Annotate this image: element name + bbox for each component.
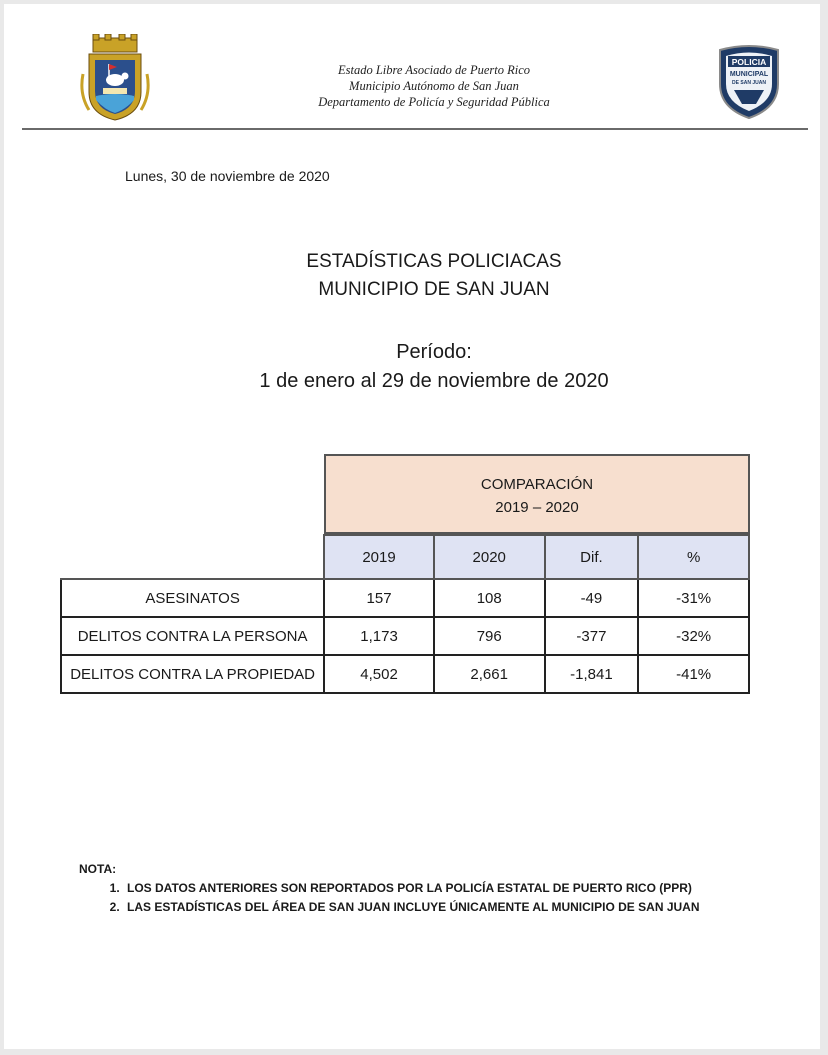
letterhead <box>234 62 634 110</box>
note-item: 1. LOS DATOS ANTERIORES SON REPORTADOS POR LA POLICÍA ESTATAL DE PUERTO RICO (PPR) <box>123 879 779 898</box>
cell-dif: -377 <box>545 617 639 655</box>
period-label: Período: <box>396 341 472 363</box>
notes <box>79 860 779 917</box>
comparison-header <box>324 454 750 534</box>
comparison-years: 2019 – 2020 <box>495 499 579 516</box>
letterhead-line-2: Municipio Autónomo de San Juan <box>349 79 519 93</box>
cell-2020: 108 <box>434 579 545 617</box>
column-header: 2020 <box>434 535 545 579</box>
cell-2019: 157 <box>324 579 434 617</box>
comparison-title: COMPARACIÓN <box>480 476 594 493</box>
table-header-row <box>61 535 749 579</box>
cell-2019: 4,502 <box>324 655 434 693</box>
note-item: 2. LAS ESTADÍSTICAS DEL ÁREA DE SAN JUAN INCLUYE ÚNICAMENTE AL MUNICIPIO DE SAN JUAN <box>123 898 779 917</box>
table-row <box>61 579 749 617</box>
cell-2020: 2,661 <box>434 655 545 693</box>
document-title <box>154 248 714 304</box>
cell-pct: -31% <box>638 579 749 617</box>
cell-pct: -32% <box>638 617 749 655</box>
title-line-1: ESTADÍSTICAS POLICIACAS <box>306 251 562 272</box>
cell-pct: -41% <box>638 655 749 693</box>
san-juan-coat-of-arms-icon <box>79 34 151 124</box>
row-label: DELITOS CONTRA LA PERSONA <box>61 617 324 655</box>
notes-heading: NOTA: <box>79 862 117 876</box>
notes-list <box>79 879 779 917</box>
badge-text-2: MUNICIPAL <box>729 71 769 78</box>
table-row <box>61 655 749 693</box>
table-corner <box>61 535 324 579</box>
document-page <box>4 4 820 1049</box>
header-divider <box>22 128 808 130</box>
badge-text-1: POLICIA <box>731 57 767 67</box>
cell-2019: 1,173 <box>324 617 434 655</box>
letterhead-line-3: Departamento de Policía y Seguridad Pública <box>318 95 550 109</box>
title-line-2: MUNICIPIO DE SAN JUAN <box>318 279 550 300</box>
column-header: 2019 <box>324 535 434 579</box>
cell-dif: -49 <box>545 579 639 617</box>
table-row <box>61 617 749 655</box>
period-range: 1 de enero al 29 de noviembre de 2020 <box>259 370 609 392</box>
cell-dif: -1,841 <box>545 655 639 693</box>
police-badge-icon <box>716 44 782 120</box>
cell-2020: 796 <box>434 617 545 655</box>
badge-text-3: DE SAN JUAN <box>732 80 766 86</box>
statistics-table <box>60 534 750 694</box>
column-header: % <box>638 535 749 579</box>
row-label: ASESINATOS <box>61 579 324 617</box>
column-header: Dif. <box>545 535 639 579</box>
row-label: DELITOS CONTRA LA PROPIEDAD <box>61 655 324 693</box>
document-date: Lunes, 30 de noviembre de 2020 <box>125 168 330 184</box>
letterhead-line-1: Estado Libre Asociado de Puerto Rico <box>338 63 530 77</box>
period <box>154 338 714 396</box>
